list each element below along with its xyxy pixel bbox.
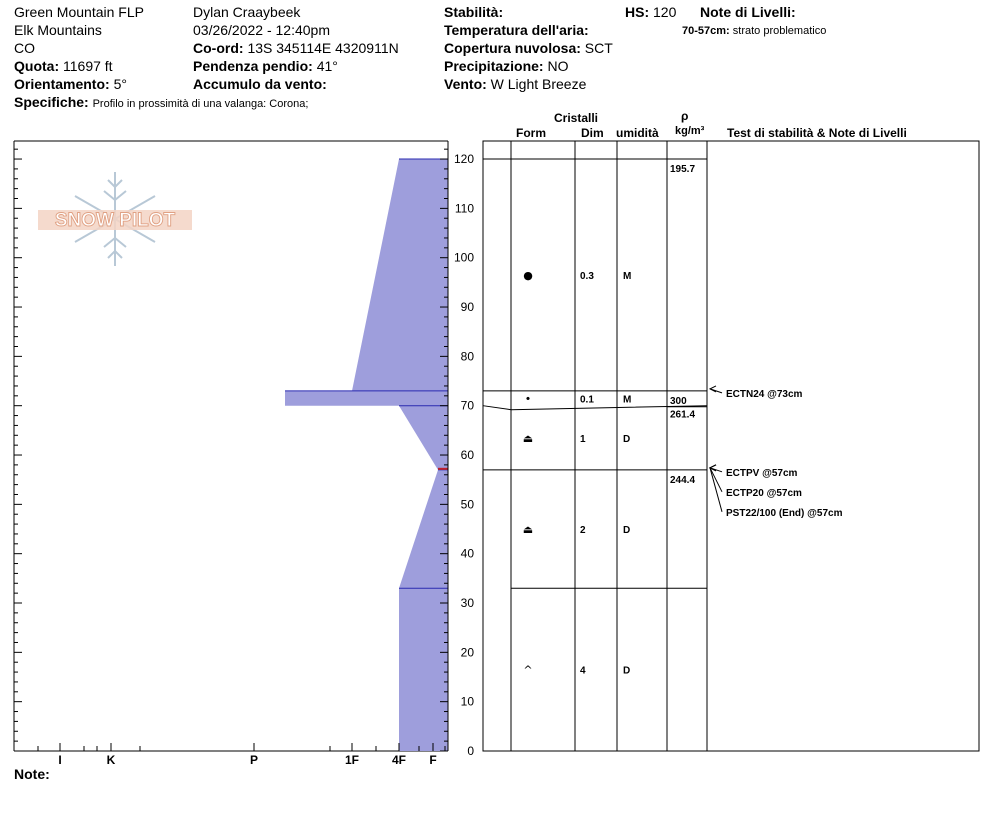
wind-label: Vento: [444, 76, 487, 92]
hardness-tick-label: 4F [391, 753, 407, 767]
layer-moisture: D [623, 665, 631, 677]
specifics-label: Specifiche: [14, 94, 89, 110]
layer-form: ⏏ [522, 523, 534, 537]
hardness-tick-label: F [429, 753, 437, 767]
size-header: Dim [581, 126, 604, 140]
stability-test-label: PST22/100 (End) @57cm [726, 507, 843, 519]
wind-loading-label: Accumulo da vento: [193, 76, 327, 92]
density-values [667, 164, 707, 486]
form-header: Form [516, 126, 546, 140]
layer-moisture: D [623, 433, 631, 445]
layer-moisture: M [623, 394, 632, 406]
density-value: 244.4 [670, 474, 696, 486]
layer-size: 2 [580, 525, 586, 537]
stability-test-arrow [710, 468, 722, 512]
layer-size: 0.3 [580, 270, 594, 282]
layer-note-text: strato problematico [732, 25, 827, 37]
rho-header: ρ [681, 109, 689, 123]
height-tick-label: 100 [453, 250, 474, 265]
stability-tests [710, 386, 843, 519]
aspect-value: 5° [113, 76, 127, 92]
layer-moisture: M [623, 270, 632, 282]
hs-label: HS: [625, 4, 650, 20]
height-tick-label: 20 [460, 645, 474, 660]
height-tick-label: 120 [453, 152, 474, 167]
hardness-segment [285, 391, 448, 406]
cloud-label: Copertura nuvolosa: [444, 40, 581, 56]
hardness-tick-label: I [58, 753, 62, 767]
stability-test-label: ECTN24 @73cm [726, 388, 803, 400]
height-tick-label: 90 [460, 300, 474, 315]
logo-text: SNOW PILOT [54, 210, 176, 231]
mountain-range: Elk Mountains [14, 22, 102, 38]
specifics-value: Profilo in prossimità di una valanga: Corona; [92, 98, 309, 110]
air-temp-label: Temperatura dell'aria: [444, 22, 589, 38]
moisture-header: umidità [616, 126, 659, 140]
hardness-segment [399, 470, 448, 588]
height-tick-label: 10 [460, 694, 474, 709]
layer-note-range: 70-57cm: [682, 25, 730, 37]
layer-form: ⏏ [522, 431, 534, 445]
layer-size: 4 [580, 665, 586, 677]
notes-label: Note: [14, 766, 50, 782]
aspect-label: Orientamento: [14, 76, 110, 92]
state: CO [14, 40, 35, 56]
density-unit-header: kg/m³ [675, 125, 705, 137]
layer-table-frame [483, 141, 979, 751]
datetime: 03/26/2022 - 12:40pm [193, 22, 330, 38]
hardness-profile [285, 159, 448, 751]
density-value: 261.4 [670, 409, 696, 421]
tests-header: Test di stabilità & Note di Livelli [727, 126, 907, 140]
cloud-value: SCT [584, 40, 613, 56]
height-tick-label: 30 [460, 596, 474, 611]
hs-value: 120 [653, 4, 677, 20]
layer-moisture: D [623, 525, 631, 537]
coord-label: Co-ord: [193, 40, 244, 56]
layer-size: 1 [580, 433, 586, 445]
height-tick-label: 50 [460, 497, 474, 512]
density-value: 300 [670, 395, 687, 407]
layer-form: ^ [523, 663, 533, 677]
height-tick-label: 40 [460, 546, 474, 561]
crystals-header: Cristalli [554, 111, 599, 125]
slope-label: Pendenza pendio: [193, 58, 313, 74]
observer: Dylan Craaybeek [193, 4, 301, 20]
density-value: 195.7 [670, 164, 696, 176]
layer-form: • [524, 392, 532, 406]
precip-value: NO [547, 58, 569, 74]
slope-value: 41° [316, 58, 338, 74]
stability-test-label: ECTP20 @57cm [726, 487, 802, 499]
precip-label: Precipitazione: [444, 58, 544, 74]
stability-label: Stabilità: [444, 4, 504, 20]
height-tick-label: 70 [460, 398, 474, 413]
hardness-tick-label: P [249, 753, 259, 767]
layer-notes-label: Note di Livelli: [700, 4, 796, 20]
location-name: Green Mountain FLP [14, 4, 144, 20]
coord-value: 13S 345114E 4320911N [247, 40, 399, 56]
height-tick-label: 80 [460, 349, 474, 364]
layer-size: 0.1 [580, 394, 594, 406]
stability-test-arrowhead [710, 386, 716, 392]
layer-form: ● [523, 268, 533, 282]
hardness-tick-label: K [106, 753, 116, 767]
height-tick-label: 60 [460, 448, 474, 463]
elevation-value: 11697 ft [63, 58, 113, 74]
snowpilot-logo [38, 172, 192, 266]
hardness-tick-label: 1F [344, 753, 360, 767]
elevation-label: Quota: [14, 58, 60, 74]
hardness-segment [399, 588, 448, 751]
height-tick-label: 0 [467, 744, 474, 758]
height-tick-label: 110 [454, 201, 474, 216]
hardness-segment [399, 406, 448, 470]
wind-value: W Light Breeze [490, 76, 587, 92]
hardness-axis [38, 743, 445, 767]
hardness-segment [352, 159, 448, 391]
stability-test-label: ECTPV @57cm [726, 467, 798, 479]
